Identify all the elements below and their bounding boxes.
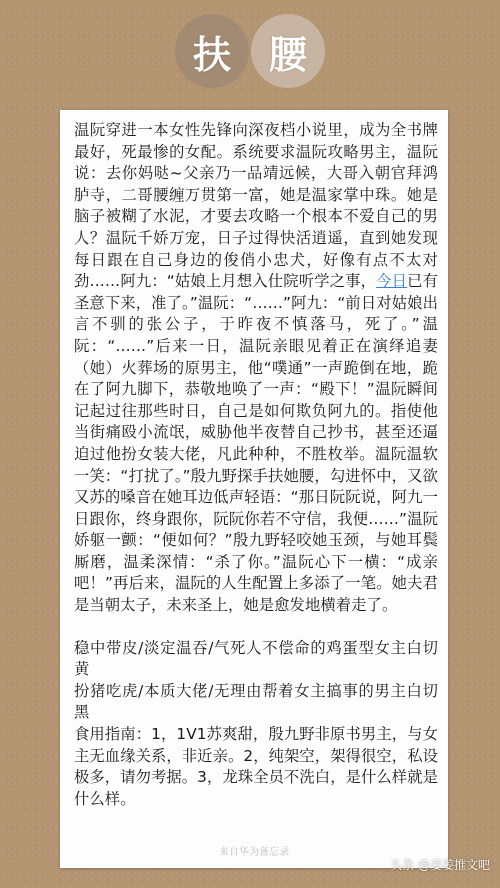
source-note: 来自华为备忘录	[219, 847, 289, 858]
summary-text-1: 温阮穿进一本女性先锋向深夜档小说里，成为全书牌最好，死最惨的女配。系统要求温阮攻略男主，温阮说：去你妈哒~父亲乃一品靖远候，大哥入朝官拜鸿胪寺，二哥腰缠万贯第一富，她是温家掌中珠。她是脑子被糊了水泥，才要去攻略一个根本不爱自己的男人？温阮千娇万宠，日子过得快活逍遥，直到她发现每日跟在自己身边的俊俏小忠犬，好像有点不太对劲……阿九：“姑娘上月想入仕院听学之事，	[74, 121, 438, 291]
watermark	[390, 856, 490, 873]
watermark-text: 头条 @姜姜推文吧	[390, 858, 490, 872]
summary-text-2: 已有圣意下来，准了。”温阮：“……”阿九：“前日对姑娘出言不驯的张公子，于昨夜不慎落马，死了。”温阮：“……”后来一日，温阮亲眼见着正在演绎追妻（她）火葬场的原男主，他“噗通”一声跪倒在地，跪在了阿九脚下，恭敬地唤了一声：“殿下！”温阮瞬间记起过往那些时日，自己是如何欺负阿九的。指使他当街痛殴小流氓，威胁他半夜替自己抄书，甚至还逼迫过他扮女装大佬，凡此种种，不胜枚举。温阮温软一笑：“打扰了。”殷九野探手扶她腰，勾进怀中，又欲又苏的嗓音在她耳边低声轻语：“那日阮阮说，阿九一日跟你，终身跟你，阮阮你若不守信，我便……”温阮娇躯一颤：“便如何？”殷九野轻咬她玉颈，与她耳鬓厮磨，温柔深情：“杀了你。”温阮心下一横：“成亲吧！”再后来，温阮的人生配置上多添了一笔。她夫君是当朝太子，未来圣上，她是愈发地横着走了。	[74, 272, 439, 615]
title-char-1: 扶	[175, 14, 249, 88]
title-char-2: 腰	[251, 14, 325, 88]
tag-hero: 扮猪吃虎/本质大佬/无理由帮着女主搞事的男主白切黑	[74, 681, 438, 722]
today-link[interactable]: 今日	[376, 272, 408, 291]
paragraph-gap	[74, 617, 438, 638]
note-body	[74, 120, 438, 810]
reading-guide: 食用指南：1，1V1苏爽甜，殷九野非原书男主，与女主无血缘关系，非近亲。2，纯架空，架得很空，私设极多，请勿考据。3，龙珠全员不洗白，是什么样就是什么样。	[74, 725, 438, 808]
note-card	[60, 110, 448, 868]
tag-heroine: 稳中带皮/淡定温吞/气死人不偿命的鸡蛋型女主白切黄	[74, 638, 438, 679]
title-banner	[0, 14, 500, 90]
summary-paragraph	[74, 120, 438, 617]
